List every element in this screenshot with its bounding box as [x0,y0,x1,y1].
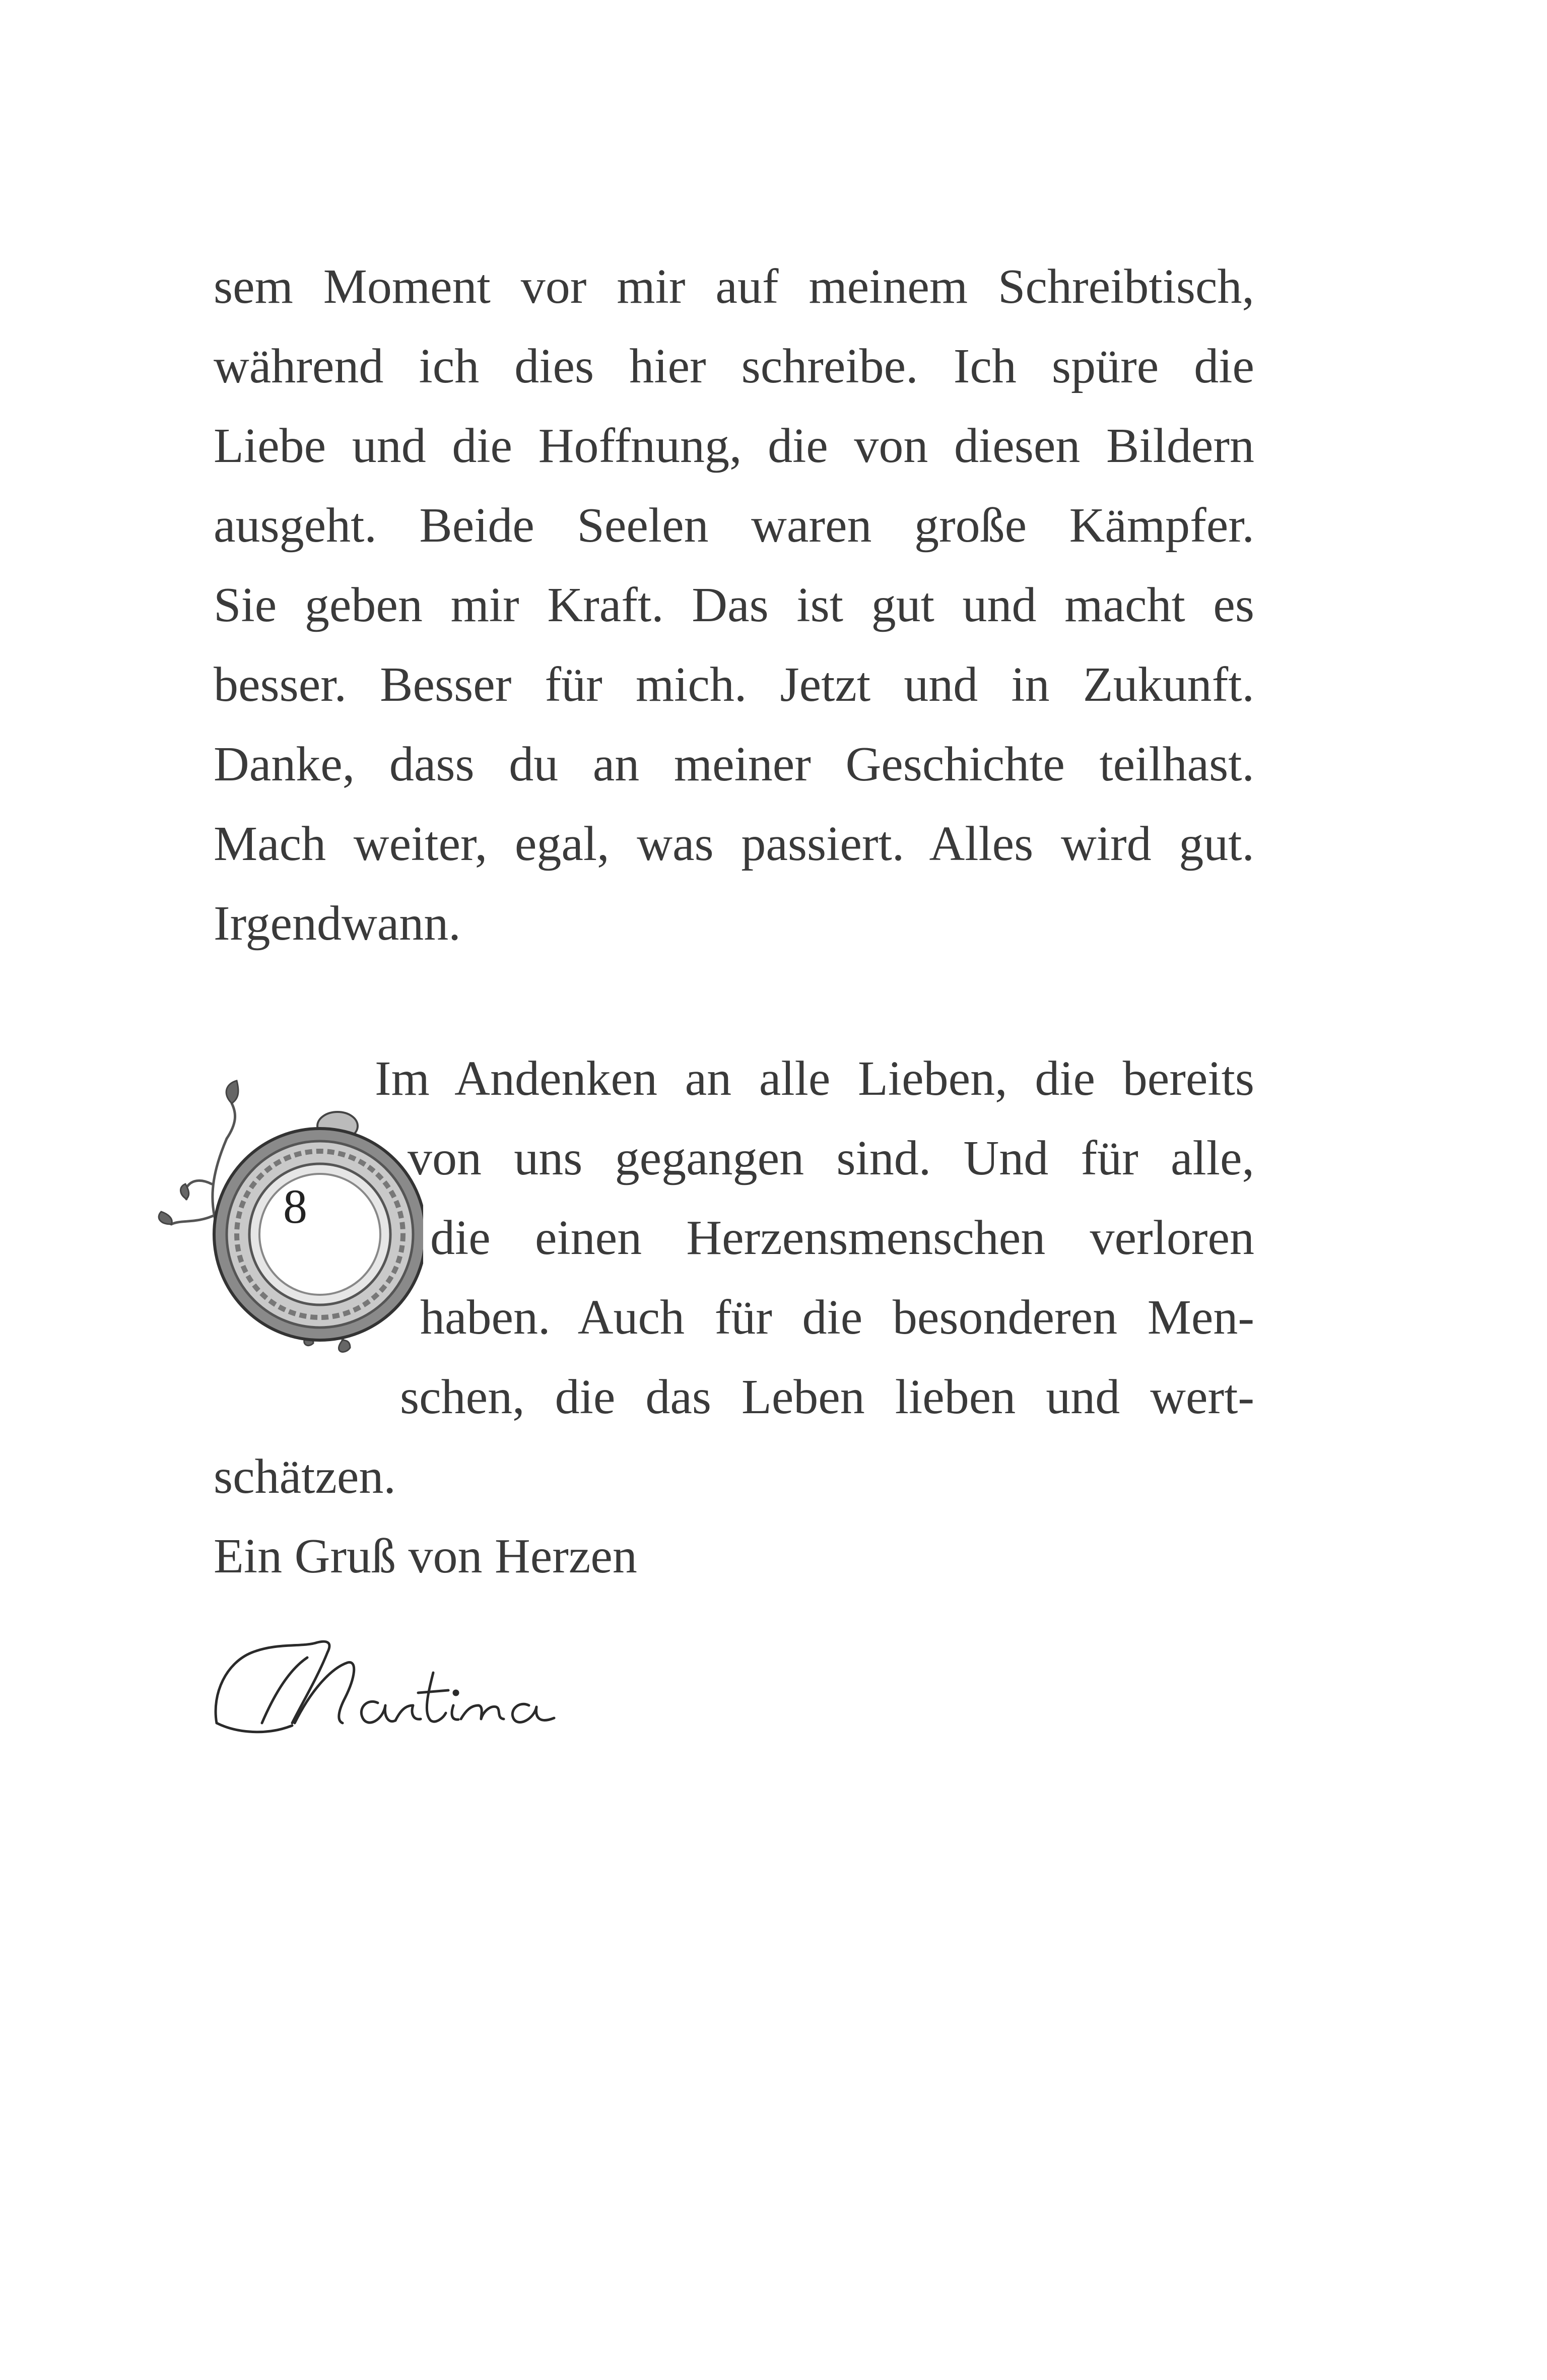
text-line: Liebe und die Hoffnung, die von diesen Bildern [214,419,1254,473]
text-line: die einen Herzensmenschen verloren [430,1211,1254,1265]
text-line: schen, die das Leben lieben und wert- [400,1370,1254,1424]
text-line: von uns gegangen sind. Und für alle, [408,1131,1254,1185]
text-line: haben. Auch für die besonderen Men- [420,1290,1254,1345]
text-line: Irgendwann. [214,896,461,951]
text-line: Danke, dass du an meiner Geschichte teilhast. [214,737,1254,791]
text-line: während ich dies hier schreibe. Ich spüre die [214,339,1254,393]
text-line: sem Moment vor mir auf meinem Schreibtisch, [214,259,1254,314]
text-line: Sie geben mir Kraft. Das ist gut und macht es [214,578,1254,632]
signature [207,1612,589,1743]
text-line: schätzen. [214,1449,396,1504]
text-line: besser. Besser für mich. Jetzt und in Zukunft. [214,657,1254,712]
text-line: Im Andenken an alle Lieben, die bereits [375,1051,1254,1106]
paragraph-one [214,247,1254,963]
text-line: Mach weiter, egal, was passiert. Alles wird gut. [214,817,1254,871]
closing-line: Ein Gruß von Herzen [214,1529,637,1583]
paragraph-two [214,1039,1254,1596]
text-line: ausgeht. Beide Seelen waren große Kämpfer. [214,498,1254,553]
page-number: 8 [283,1179,307,1233]
